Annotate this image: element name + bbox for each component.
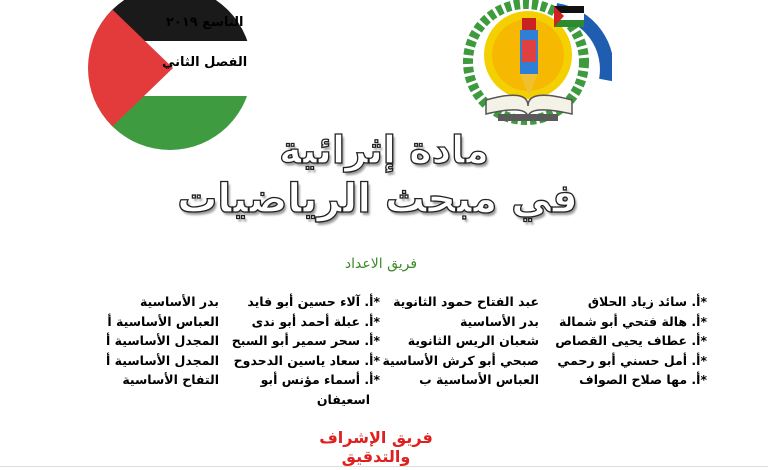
school-name: شعبان الريس الثانوية — [407, 333, 539, 349]
title-line-1: مادة إثرائية — [279, 128, 489, 172]
schools-column-1 — [382, 292, 539, 390]
teacher-name: *أ. أمل حسني أبو رحمي — [557, 352, 707, 368]
teacher-name: *أ. عبلة أحمد أبو ندى — [251, 313, 380, 329]
preparation-team-heading: فريق الاعداد — [344, 256, 418, 272]
teacher-name: *أ. عطاف يحيى القصاص — [555, 333, 707, 349]
teacher-name: *أ. أسماء مؤنس أبو — [260, 372, 380, 388]
school-name: المجدل الأساسية أ — [106, 333, 219, 349]
teacher-name: *أ. سائد زياد الحلاق — [587, 294, 707, 309]
teacher-name: *أ. آلاء حسين أبو فايد — [247, 294, 380, 309]
semester-label: الفصل الثاني — [162, 55, 248, 70]
school-name: العباس الأساسية أ — [107, 313, 219, 329]
school-name: عبد الفتاح حمود الثانوية — [393, 294, 539, 309]
teacher-name: *أ. سعاد ياسين الدحدوح — [233, 352, 380, 368]
teachers-column-1 — [555, 292, 707, 390]
page-bottom-divider — [0, 466, 768, 467]
school-name: المجدل الأساسية أ — [106, 352, 219, 368]
school-name: التفاح الأساسية — [122, 372, 219, 388]
school-name: بدر الأساسية — [139, 294, 219, 309]
teacher-name: *أ. سحر سمير أبو السبح — [231, 333, 380, 349]
ministry-logo-emblem — [436, 0, 612, 126]
teacher-name: *أ. مها صلاح الصواف — [579, 372, 707, 388]
school-name: صبحي أبو كرش الأساسية — [382, 352, 539, 368]
schools-column-2 — [106, 292, 219, 390]
supervision-team-heading: فريق الإشراف والتدقيق — [319, 428, 433, 466]
teacher-name-continued: اسعيفان — [316, 391, 370, 407]
school-name: بدر الأساسية — [459, 313, 539, 329]
grade-year-label: التاسع ٢٠١٩ — [166, 15, 244, 30]
teachers-column-2 — [232, 292, 380, 410]
school-name: العباس الأساسية ب — [419, 372, 539, 388]
teacher-name: *أ. هالة فتحي أبو شمالة — [558, 313, 707, 329]
title-line-2: في مبحث الرياضيات — [177, 176, 578, 222]
